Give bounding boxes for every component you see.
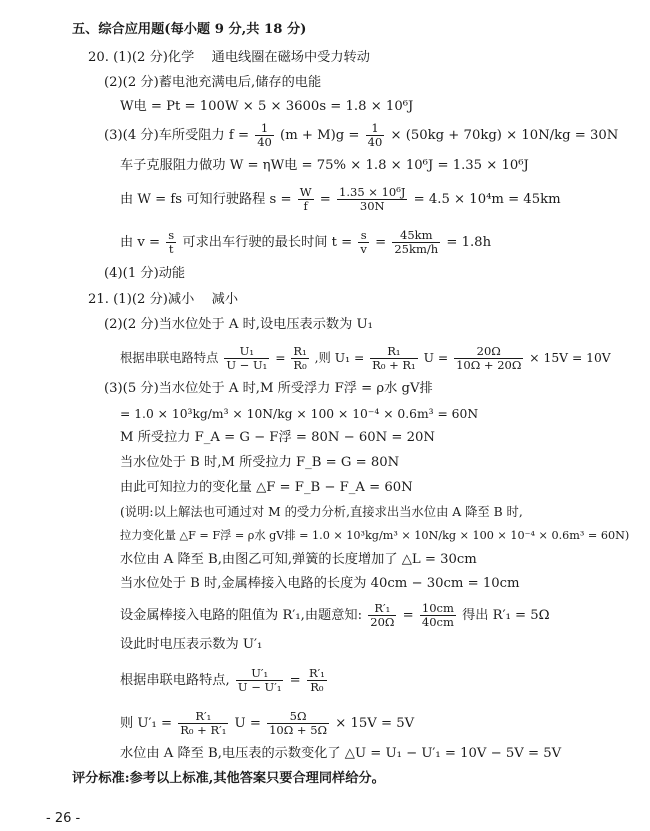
fraction: $\frac{\text{1.35 × 10⁶J}}{30N}$ bbox=[339, 185, 406, 213]
fraction: $\frac{\text{R₁}}{\text{R₀}}$ bbox=[293, 344, 307, 372]
fraction: $\frac{\text{U′₁}}{\text{U − U′₁}}$ bbox=[237, 666, 282, 694]
page-number: - 26 - bbox=[46, 811, 81, 826]
q20-energy-eq: W电 = Pt = 100W × 5 × 3600s = 1.8 × 10⁶J bbox=[120, 99, 414, 114]
q21-series2-eq: 根据串联电路特点, $\frac{\text{U′₁}}{\text{U − U′₁}}$ = $\frac{\text{R′₁}}{\text{R₀}}$ bbox=[120, 666, 325, 694]
fraction: $\frac{W}{f}$ bbox=[299, 185, 312, 213]
fraction: $\frac{s}{t}$ bbox=[168, 228, 175, 256]
q20-time-eq: 由 v = $\frac{s}{t}$ 可求出车行驶的最长时间 t = $\frac{s}{v}$ = $\frac{45km}{25km/h}$ = 1.8h bbox=[120, 228, 492, 256]
q21-note-line2: 拉力变化量 △F = F浮 = ρ水 gV排 = 1.0 × 10³kg/m³ × 10N/kg × 100 × 10⁻⁴ × 0.6m³ = 60N) bbox=[120, 529, 630, 542]
q21-note-line1: (说明:以上解法也可通过对 M 的受力分析,直接求出当水位由 A 降至 B 时, bbox=[120, 505, 523, 519]
q20-part4: (4)(1 分)动能 bbox=[104, 266, 186, 281]
q21-part1: 21. (1)(2 分)减小 减小 bbox=[88, 292, 239, 307]
fraction: $\frac{10cm}{40cm}$ bbox=[421, 601, 454, 629]
fraction: $\frac{\text{R′₁}}{\text{R₀}}$ bbox=[308, 666, 325, 694]
q21-r1-eq: 设金属棒接入电路的阻值为 R′₁,由题意知: $\frac{\text{R′₁}}{20\Omega}$ = $\frac{10cm}{40cm}$ 得出 R′₁ = 5Ω bbox=[120, 601, 550, 629]
q21-length: 当水位处于 B 时,金属棒接入电路的长度为 40cm − 30cm = 10cm bbox=[120, 576, 520, 591]
q21-u1-prime: 设此时电压表示数为 U′₁ bbox=[120, 637, 263, 652]
q20-part3-resistance: (3)(4 分)车所受阻力 f = $\frac{1}{40}$ (m + M)g = $\frac{1}{40}$ × (50kg + 70kg) × 10N/kg = 30N bbox=[104, 121, 619, 149]
fraction: $\frac{\text{U₁}}{\text{U − U₁}}$ bbox=[226, 344, 268, 372]
q21-pull-a: M 所受拉力 F_A = G − F浮 = 80N − 60N = 20N bbox=[120, 430, 435, 445]
q21-part2: (2)(2 分)当水位处于 A 时,设电压表示数为 U₁ bbox=[104, 317, 373, 332]
q20-part2: (2)(2 分)蓄电池充满电后,储存的电能 bbox=[104, 75, 322, 90]
q21-spring: 水位由 A 降至 B,由图乙可知,弹簧的长度增加了 △L = 30cm bbox=[120, 552, 477, 567]
fraction: $\frac{1}{40}$ bbox=[257, 121, 272, 149]
fraction: $\frac{\text{R₁}}{\text{R₀ + R₁}}$ bbox=[372, 344, 416, 372]
q21-part3: (3)(5 分)当水位处于 A 时,M 所受浮力 F浮 = ρ水 gV排 bbox=[104, 381, 433, 396]
section-heading: 五、综合应用题(每小题 9 分,共 18 分) bbox=[72, 22, 307, 37]
q21-then-eq: 则 U′₁ = $\frac{\text{R′₁}}{\text{R₀ + R′₁}}$ U = $\frac{5\Omega}{10\Omega + 5\Omega}$ × 15V = 5V bbox=[120, 709, 415, 737]
q21-delta-f: 由此可知拉力的变化量 △F = F_B − F_A = 60N bbox=[120, 480, 413, 495]
q21-buoyancy-eq: = 1.0 × 10³kg/m³ × 10N/kg × 100 × 10⁻⁴ × 0.6m³ = 60N bbox=[120, 407, 479, 421]
q21-series-eq: 根据串联电路特点 $\frac{\text{U₁}}{\text{U − U₁}}$ = $\frac{\text{R₁}}{\text{R₀}}$ ,则 U₁ = $\frac{\text{R₁}}{\text{R₀ + R₁}}$ U = $\frac{20\Omega}{10\Omega + 20\Omega}$ × 15V = 10V bbox=[120, 344, 611, 372]
q20-work-eq: 车子克服阻力做功 W = ηW电 = 75% × 1.8 × 10⁶J = 1.35 × 10⁶J bbox=[120, 158, 529, 173]
q20-distance-eq: 由 W = fs 可知行驶路程 s = $\frac{W}{f}$ = $\frac{\text{1.35 × 10⁶J}}{30N}$ = 4.5 × 10⁴m = 45km bbox=[120, 185, 561, 213]
fraction: $\frac{45km}{25km/h}$ bbox=[394, 228, 439, 256]
grading-standard: 评分标准:参考以上标准,其他答案只要合理同样给分。 bbox=[72, 771, 385, 786]
q21-pull-b: 当水位处于 B 时,M 所受拉力 F_B = G = 80N bbox=[120, 455, 400, 470]
fraction: $\frac{5\Omega}{10\Omega + 5\Omega}$ bbox=[269, 709, 328, 737]
fraction: $\frac{1}{40}$ bbox=[367, 121, 383, 149]
q20-part1: 20. (1)(2 分)化学 通电线圈在磁场中受力转动 bbox=[88, 50, 370, 65]
q21-final: 水位由 A 降至 B,电压表的示数变化了 △U = U₁ − U′₁ = 10V − 5V = 5V bbox=[120, 746, 562, 761]
fraction: $\frac{\text{R′₁}}{\text{R₀ + R′₁}}$ bbox=[180, 709, 227, 737]
fraction: $\frac{20\Omega}{10\Omega + 20\Omega}$ bbox=[456, 344, 522, 372]
fraction: $\frac{s}{v}$ bbox=[360, 228, 367, 256]
fraction: $\frac{\text{R′₁}}{20\Omega}$ bbox=[370, 601, 395, 629]
